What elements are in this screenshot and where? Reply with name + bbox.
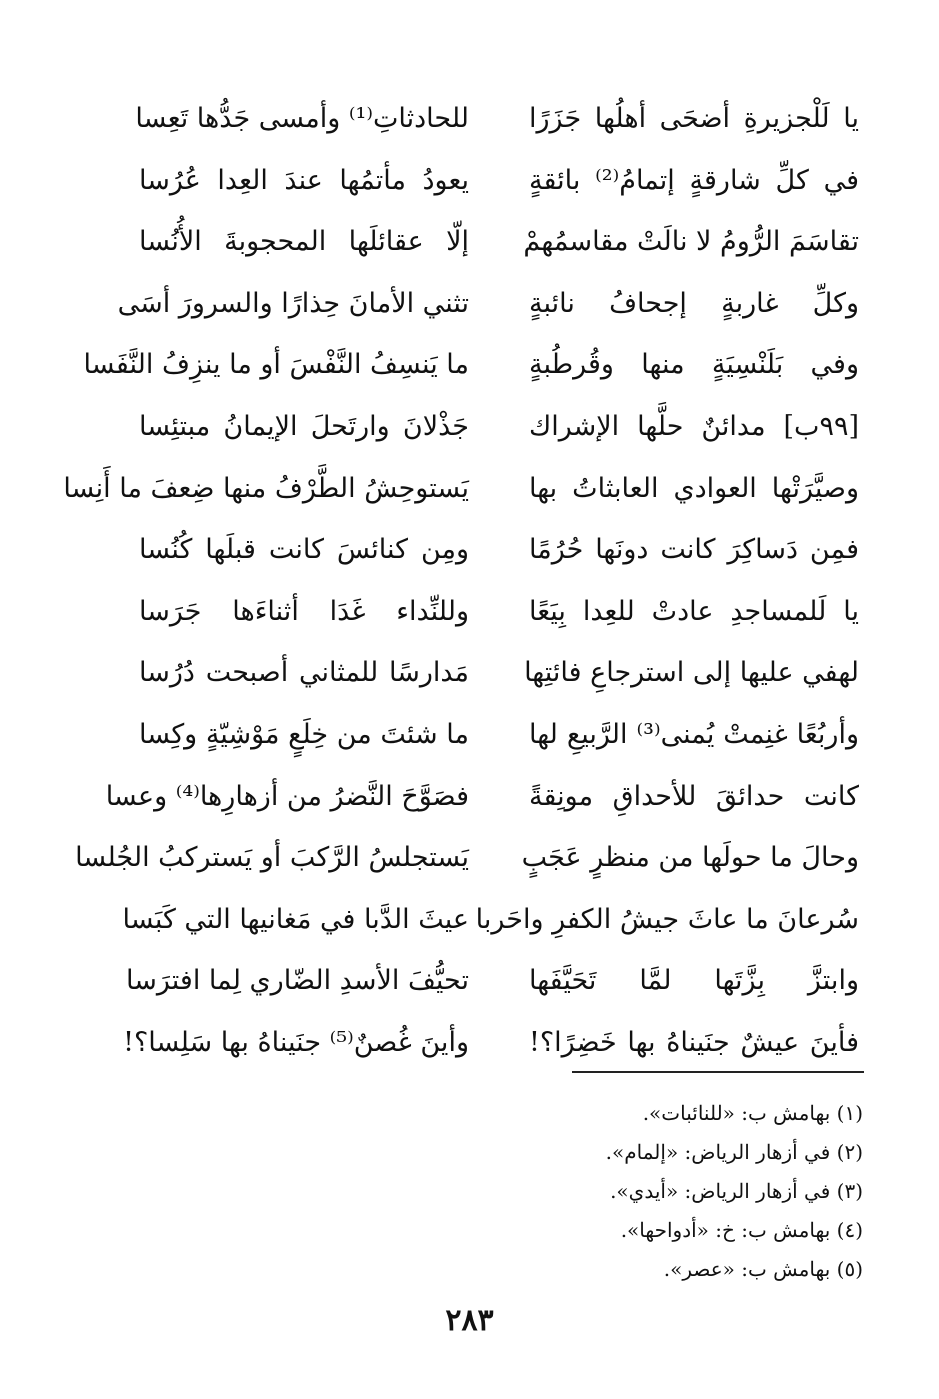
verse-5 — [0, 334, 939, 396]
footnote-2: (٢) في أزهار الرياض: «إلمام». — [605, 1140, 863, 1164]
second-hemistich: إلّا عقائلَها المحجوبةَ الأُنُسا — [139, 226, 469, 258]
second-hemistich: للحادثاتِ⁽¹⁾ وأمسى جَدُّها تَعِسا — [135, 103, 469, 134]
second-hemistich: يَستوحِشُ الطَّرْفُ منها ضِعفَ ما أَنِسا — [63, 472, 469, 504]
verse-7 — [0, 458, 939, 520]
first-hemistich: [٩٩ب] مدائنٌ حلَّها الإشراك — [529, 410, 859, 442]
verse-16 — [0, 1012, 939, 1074]
first-hemistich: فمِن دَساكِرَ كانت دونَها حُرُمًا — [529, 534, 859, 566]
first-hemistich: وابتزَّ بِزَّتَها لمَّا تَحَيَّفَها — [529, 965, 859, 997]
first-hemistich: وكلِّ غاربةٍ إجحافُ نائبةٍ — [529, 287, 859, 319]
second-hemistich: وأينَ غُصنٌ⁽⁵⁾ جنَيناهُ بها سَلِسا؟! — [123, 1026, 469, 1058]
first-hemistich: سُرعانَ ما عاثَ جيشُ الكفرِ واحَربا — [475, 903, 859, 935]
second-hemistich: ما شئتَ من خِلَعٍ مَوْشِيّةٍ وكِسا — [139, 718, 469, 750]
second-hemistich: فصَوَّحَ النَّضرُ من أزهارِها⁽⁴⁾ وعسا — [105, 780, 469, 812]
first-hemistich: تقاسَمَ الرُّومُ لا نالَتْ مقاسمُهمْ — [523, 226, 859, 258]
first-hemistich: في كلِّ شارقةٍ إتمامُ⁽²⁾ بائقةٍ — [529, 164, 859, 196]
second-hemistich: تحيُّفَ الأسدِ الضّاري لِما افترَسا — [126, 965, 469, 997]
footnotes — [163, 1094, 863, 1289]
verse-2 — [0, 150, 939, 212]
verse-11 — [0, 704, 939, 766]
first-hemistich: يا لَلْجزيرةِ أضحَى أهلُها جَزَرًا — [529, 103, 859, 134]
second-hemistich: وللنِّداء غَدَا أثناءَها جَرَسا — [139, 595, 469, 627]
first-hemistich: يا لَلمساجدِ عادتْ للعِدا بِيَعًا — [529, 595, 859, 627]
second-hemistich: عيثَ الدَّبا في مَغانيها التي كَبَسا — [122, 903, 469, 935]
first-hemistich: وحالَ ما حولَها من منظرٍ عَجَبٍ — [521, 842, 859, 874]
second-hemistich: يَستجلسُ الرَّكبَ أو يَستركبُ الجُلسا — [75, 842, 469, 874]
first-hemistich: وصيَّرَتْها العوادي العابثاتُ بها — [529, 472, 859, 504]
verse-4 — [0, 273, 939, 335]
first-hemistich: لهفي عليها إلى استرجاعِ فائتِها — [524, 657, 859, 689]
second-hemistich: تثني الأمانَ حِذارًا والسرورَ أسَى — [117, 287, 469, 319]
first-hemistich: وأربُعًا غنِمتْ يُمنى⁽³⁾ الرَّبيعِ لها — [529, 718, 859, 750]
second-hemistich: ما يَنسِفُ النَّفْسَ أو ما ينزِفُ النَّفَسا — [83, 349, 469, 381]
verse-6 — [0, 396, 939, 458]
first-hemistich: فأينَ عيشٌ جنَيناهُ بها خَضِرًا؟! — [529, 1026, 859, 1058]
second-hemistich: ومِن كنائسَ كانت قبلَها كُنُسا — [139, 534, 469, 566]
page-number: ٢٨٣ — [445, 1303, 494, 1338]
footnote-5: (٥) بهامش ب: «عصر». — [663, 1257, 863, 1281]
verse-8 — [0, 519, 939, 581]
verse-13 — [0, 827, 939, 889]
footnote-divider — [572, 1071, 864, 1073]
verse-15 — [0, 950, 939, 1012]
footnote-3: (٣) في أزهار الرياض: «أيدي». — [610, 1179, 863, 1203]
verse-1 — [0, 88, 939, 150]
verse-14 — [0, 889, 939, 951]
verse-12 — [0, 766, 939, 828]
verse-10 — [0, 642, 939, 704]
first-hemistich: كانت حدائقَ للأحداقِ مونِقةً — [529, 780, 859, 812]
poem-body — [0, 88, 939, 1074]
footnote-4: (٤) بهامش ب: خ: «أدواحها». — [620, 1218, 863, 1242]
first-hemistich: وفي بَلَنْسِيَةٍ منها وقُرطُبةٍ — [529, 349, 859, 381]
footnote-1: (١) بهامش ب: «للنائبات». — [642, 1101, 863, 1125]
second-hemistich: يعودُ مأتمُها عندَ العِدا عُرُسا — [139, 164, 469, 196]
second-hemistich: جَذْلانَ وارتَحلَ الإيمانُ مبتئِسا — [139, 410, 469, 442]
second-hemistich: مَدارسًا للمثاني أصبحت دُرُسا — [139, 657, 469, 689]
verse-9 — [0, 581, 939, 643]
verse-3 — [0, 211, 939, 273]
